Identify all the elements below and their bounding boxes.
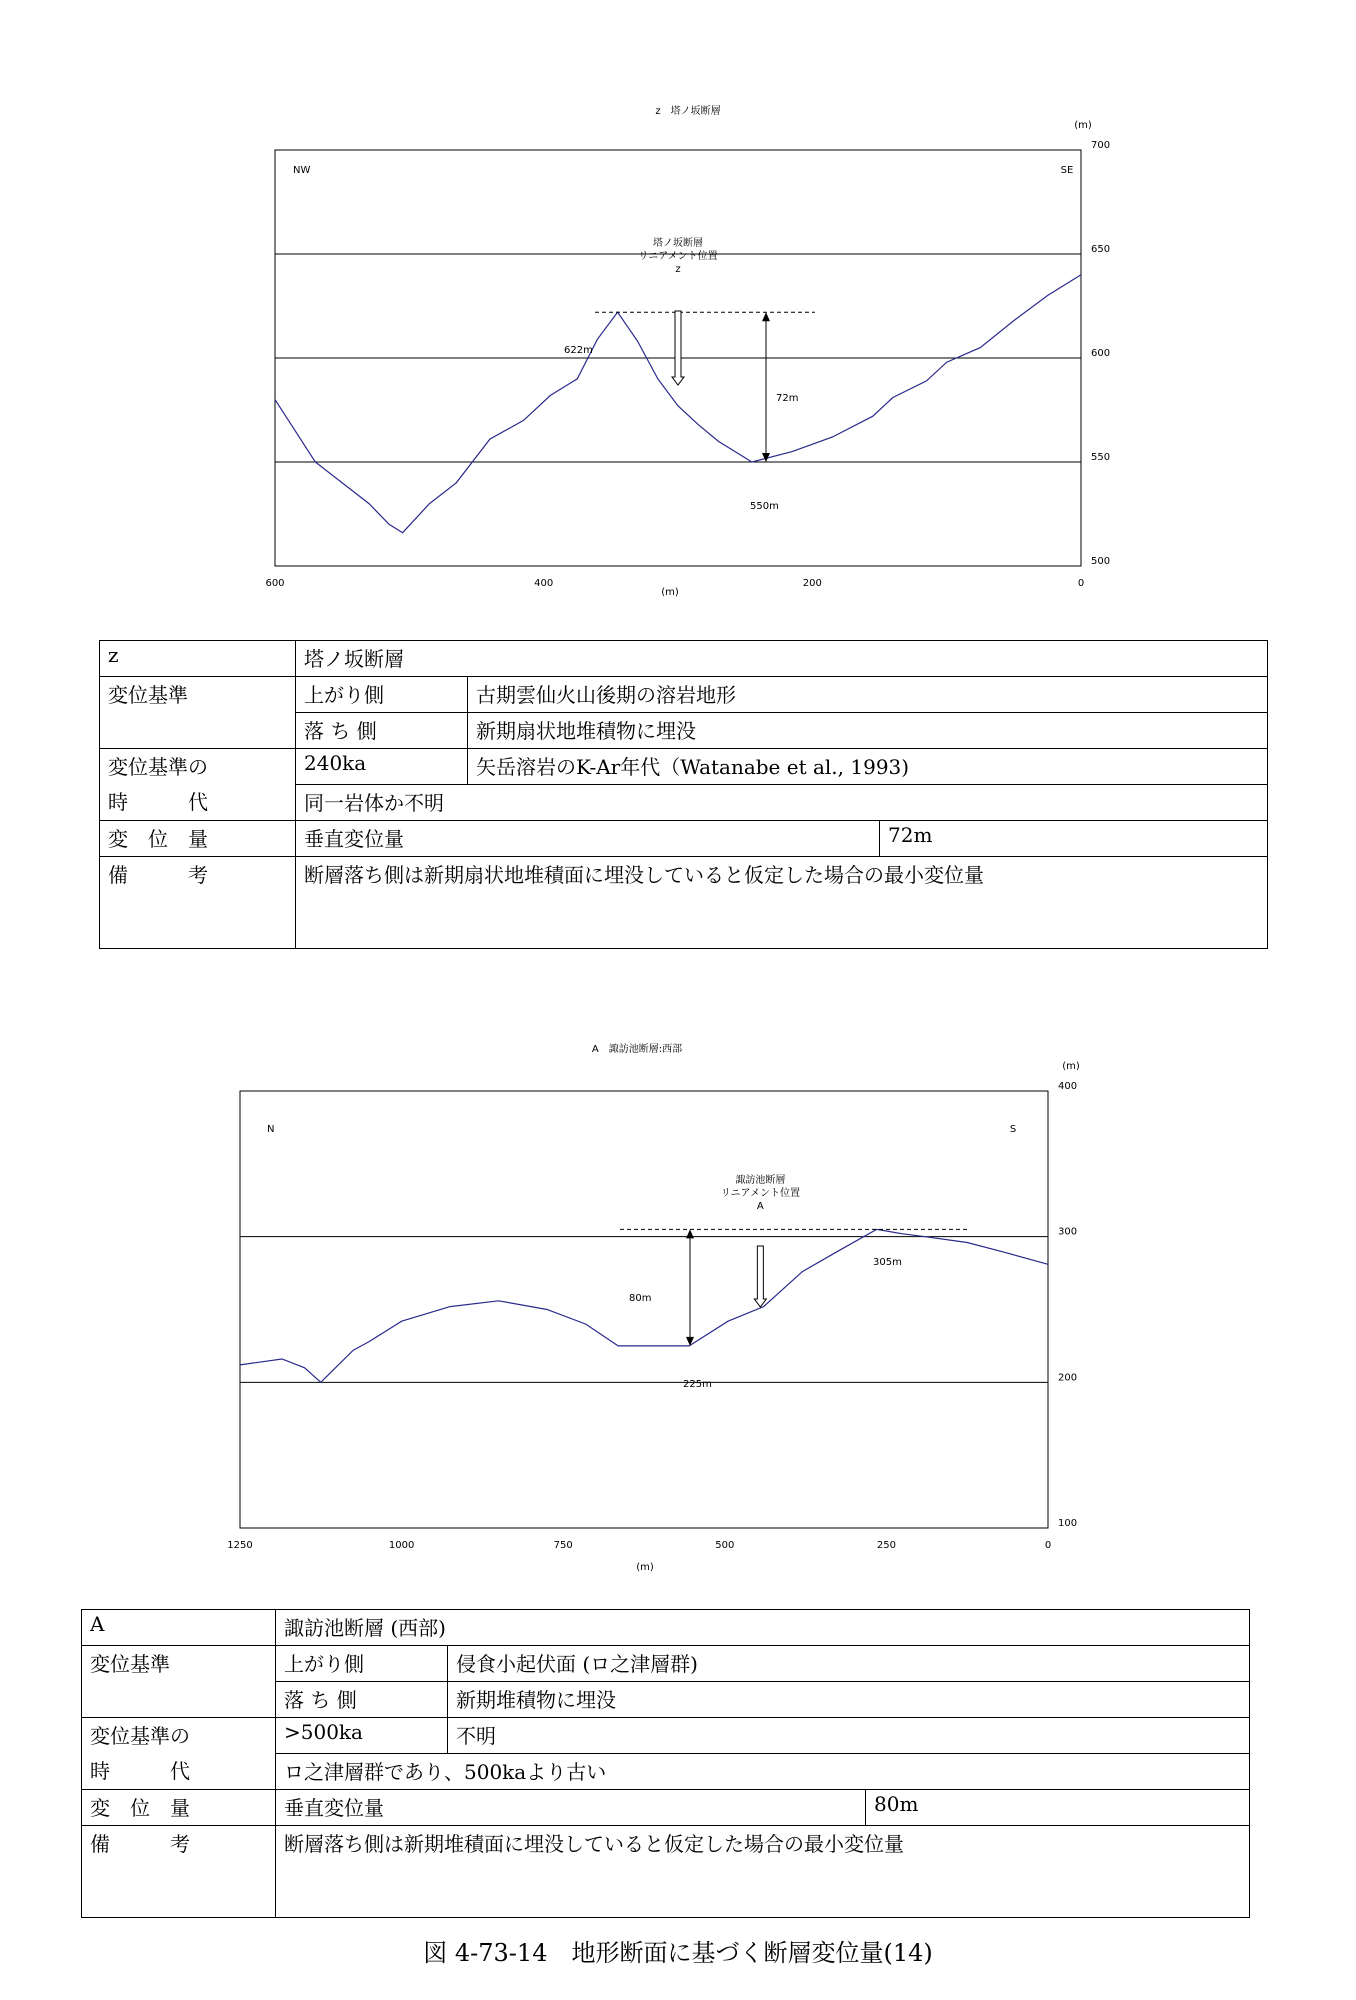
age-value: >500ka [276,1718,448,1754]
age-label [100,749,296,821]
figure-caption: 図 4-73-14 地形断面に基づく断層変位量(14) [423,1939,933,1967]
x-tick-label: 1000 [388,1540,415,1551]
age-remark: 同一岩体か不明 [296,785,1268,821]
offset-arrowhead-up-icon [762,312,770,321]
table-row-displacement [82,1790,1250,1826]
displacement-value: 80m [866,1790,1250,1826]
y-tick-label: 100 [1058,1518,1078,1529]
upthrown-side-value: 古期雲仙火山後期の溶岩地形 [468,677,1268,713]
table-row-remarks [100,857,1268,949]
offset-arrowhead-down-icon [686,1337,694,1346]
chart-title: z 塔ノ坂断層 [655,106,721,117]
lineament-label-line1: 諏訪池断層 [735,1175,786,1186]
y-tick-labels [1091,140,1110,567]
direction-right-label: SE [1060,165,1074,176]
displacement-type: 垂直変位量 [296,821,880,857]
profile-chart-a [205,1035,1105,1580]
age-label-line2: 時 代 [108,790,208,814]
y-tick-labels [1058,1081,1077,1529]
fault-id: z [100,641,296,677]
displacement-type: 垂直変位量 [276,1790,866,1826]
displacement-value: 72m [880,821,1268,857]
high-elevation-label: 622m [564,345,593,356]
fault-annotations [564,236,815,512]
table-row-upthrown [82,1646,1250,1682]
y-tick-label: 600 [1091,348,1111,359]
plot-frame [240,1091,1048,1528]
offset-value-label: 72m [776,393,799,404]
elevation-profile-line [240,1229,1048,1382]
remarks-value: 断層落ち側は新期扇状地堆積面に埋没していると仮定した場合の最小変位量 [296,857,1268,949]
upthrown-side-value: 侵食小起伏面 (ロ之津層群) [448,1646,1250,1682]
lineament-label-line2: リニアメント位置 [638,251,718,262]
profile-chart-a-svg [205,1035,1105,1580]
remarks-label: 備 考 [100,857,296,949]
downthrown-side-value: 新期堆積物に埋没 [448,1682,1250,1718]
fault-name: 塔ノ坂断層 [296,641,1268,677]
y-tick-label: 400 [1058,1081,1078,1092]
age-remark: ロ之津層群であり、500kaより古い [276,1754,1250,1790]
chart-title: A 諏訪池断層:西部 [591,1044,683,1055]
x-tick-label: 500 [715,1540,735,1551]
upthrown-side-label: 上がり側 [296,677,468,713]
reference-label: 変位基準 [82,1646,276,1718]
profile-chart-z-svg [240,95,1120,625]
direction-left-label: NW [293,165,311,176]
table-row-age [100,749,1268,785]
x-tick-label: 250 [876,1540,896,1551]
y-tick-label: 200 [1058,1372,1078,1384]
offset-arrowhead-up-icon [686,1229,694,1238]
y-unit-label: (m) [1062,1061,1080,1072]
fault-info-table-z [99,640,1268,949]
x-tick-labels [227,1540,1051,1551]
x-tick-label: 1250 [227,1540,253,1551]
reference-label: 変位基準 [100,677,296,749]
age-label-line1: 変位基準の [108,755,208,779]
age-note: 不明 [448,1718,1250,1754]
gridlines [240,1237,1048,1383]
fault-info-table-a [81,1609,1250,1918]
displacement-label: 変 位 量 [100,821,296,857]
direction-left-label: N [267,1124,275,1135]
y-tick-label: 650 [1091,244,1111,255]
table-row-displacement [100,821,1268,857]
lineament-label-line3: z [675,264,681,275]
displacement-label: 変 位 量 [82,1790,276,1826]
y-tick-label: 500 [1091,556,1111,567]
low-elevation-label: 225m [683,1379,712,1390]
downthrown-side-value: 新期扇状地堆積物に埋没 [468,713,1268,749]
y-tick-label: 300 [1058,1226,1078,1238]
remarks-label: 備 考 [82,1826,276,1918]
profile-chart-z [240,95,1120,625]
age-label-line2: 時 代 [90,1759,190,1783]
offset-value-label: 80m [629,1293,652,1304]
downthrown-side-label: 落 ち 側 [276,1682,448,1718]
y-unit-label: (m) [1074,120,1092,131]
low-elevation-label: 550m [750,501,779,512]
x-tick-label: 0 [1077,578,1085,589]
table-row-header [100,641,1268,677]
downthrown-side-label: 落 ち 側 [296,713,468,749]
x-tick-label: 200 [802,578,822,589]
fault-annotations [620,1173,970,1390]
lineament-arrow-icon [754,1246,766,1307]
x-tick-label: 400 [534,578,554,589]
x-tick-label: 600 [265,578,285,589]
fault-id: A [82,1610,276,1646]
upthrown-side-label: 上がり側 [276,1646,448,1682]
age-label-line1: 変位基準の [90,1724,190,1748]
lineament-label-line3: A [756,1201,764,1212]
fault-name: 諏訪池断層 (西部) [276,1610,1250,1646]
high-elevation-label: 305m [873,1257,902,1268]
age-label [82,1718,276,1790]
table-row-age [82,1718,1250,1754]
age-value: 240ka [296,749,468,785]
lineament-arrow-icon [672,311,684,385]
remarks-value: 断層落ち側は新期堆積面に埋没していると仮定した場合の最小変位量 [276,1826,1250,1918]
y-tick-label: 550 [1091,452,1111,463]
lineament-label-line1: 塔ノ坂断層 [653,238,703,249]
age-note: 矢岳溶岩のK-Ar年代（Watanabe et al., 1993) [468,749,1268,785]
x-tick-label: 0 [1044,1540,1052,1551]
lineament-label-line2: リニアメント位置 [720,1188,800,1199]
x-unit-label: (m) [661,587,679,598]
x-unit-label: (m) [636,1562,654,1573]
y-tick-label: 700 [1091,140,1111,151]
table-row-remarks [82,1826,1250,1918]
direction-right-label: S [1009,1124,1017,1135]
table-row-upthrown [100,677,1268,713]
table-row-header [82,1610,1250,1646]
x-tick-label: 750 [553,1540,573,1551]
